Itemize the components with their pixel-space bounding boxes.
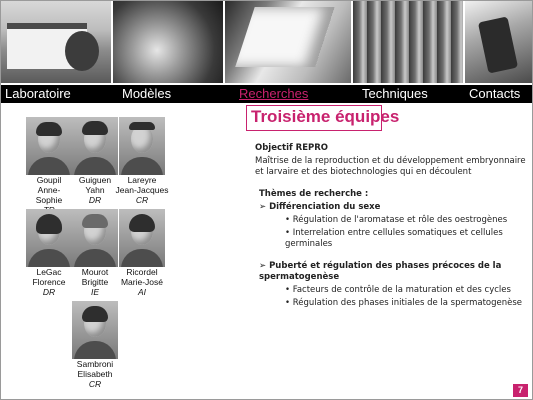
theme-1-bullet-2-cont: germinales [285,239,333,249]
theme-2-bullet-1: • Facteurs de contrôle de la maturation et des cycles [285,285,511,295]
person-card [71,117,119,205]
person-name: Lareyre [127,175,157,185]
themes-heading: Thèmes de recherche : [259,189,369,199]
fish-photo [113,1,223,83]
title-box [246,105,400,131]
person-role: DR [88,195,102,205]
person-role: AI [137,287,147,297]
person-firstname: Yahn [85,185,105,195]
portrait-photo [72,117,118,175]
portrait-photo [26,117,72,175]
theme-1-bullet-2: • Interrelation entre cellules somatiques et cellules [285,228,503,238]
page-title: Troisième équipes [251,107,400,126]
portrait-photo [119,117,165,175]
nav-item-laboratoire[interactable]: Laboratoire [5,86,71,101]
person-firstname: Jean-Jacques [115,185,169,195]
person-card [25,117,73,215]
objective-heading: Objectif REPRO [255,143,329,153]
person-role: DR [42,287,56,297]
person-role: IE [90,287,100,297]
nav-item-contacts[interactable]: Contacts [469,86,521,101]
portrait-photo [119,209,165,267]
person-name: Ricordel [126,267,158,277]
person-card [71,209,119,297]
portrait-photo [72,301,118,359]
book-photo [225,1,351,83]
person-name: Goupil [36,175,62,185]
person-card [114,117,170,205]
person-card [115,209,169,297]
photo-banner [1,1,532,83]
portrait-photo [72,209,118,267]
person-name: Mourot [81,267,109,277]
person-role: CR [135,195,149,205]
person-firstname: Brigitte [81,277,109,287]
theme-2-title-line-2: spermatogenèse [259,272,340,282]
person-firstname: Florence [32,277,66,287]
slide-number-badge: 7 [513,384,528,397]
theme-1-title: ➢ Différenciation du sexe [259,202,381,212]
theme-1-bullet-1: • Régulation de l'aromatase et rôle des oestrogènes [285,215,508,225]
phone-photo [465,1,532,83]
theme-2-title-line-1: ➢ Puberté et régulation des phases précoces de la [259,261,502,271]
objective-line-2: et larvaire et des biotechnologies qui en découlent [255,167,472,177]
nav-item-techniques[interactable]: Techniques [362,86,428,101]
person-role: CR [88,379,102,389]
portrait-photo [26,209,72,267]
person-firstname: Anne-Sophie [35,185,63,205]
person-name: LeGac [36,267,62,277]
person-card [25,209,73,297]
lab-equipment-photo [353,1,463,83]
objective-line-1: Maîtrise de la reproduction et du développement embryonnaire [255,156,526,166]
person-name: Guiguen [78,175,112,185]
nav-bar [1,85,532,103]
person-firstname: Elisabeth [77,369,113,379]
nav-item-modeles[interactable]: Modèles [122,86,172,101]
person-card [71,301,119,389]
theme-2-bullet-2: • Régulation des phases initiales de la spermatogenèse [285,298,522,308]
person-name: Sambroni [76,359,114,369]
person-firstname: Marie-José [120,277,164,287]
nav-item-recherches[interactable]: Recherches [239,86,309,101]
building-photo [1,1,111,83]
